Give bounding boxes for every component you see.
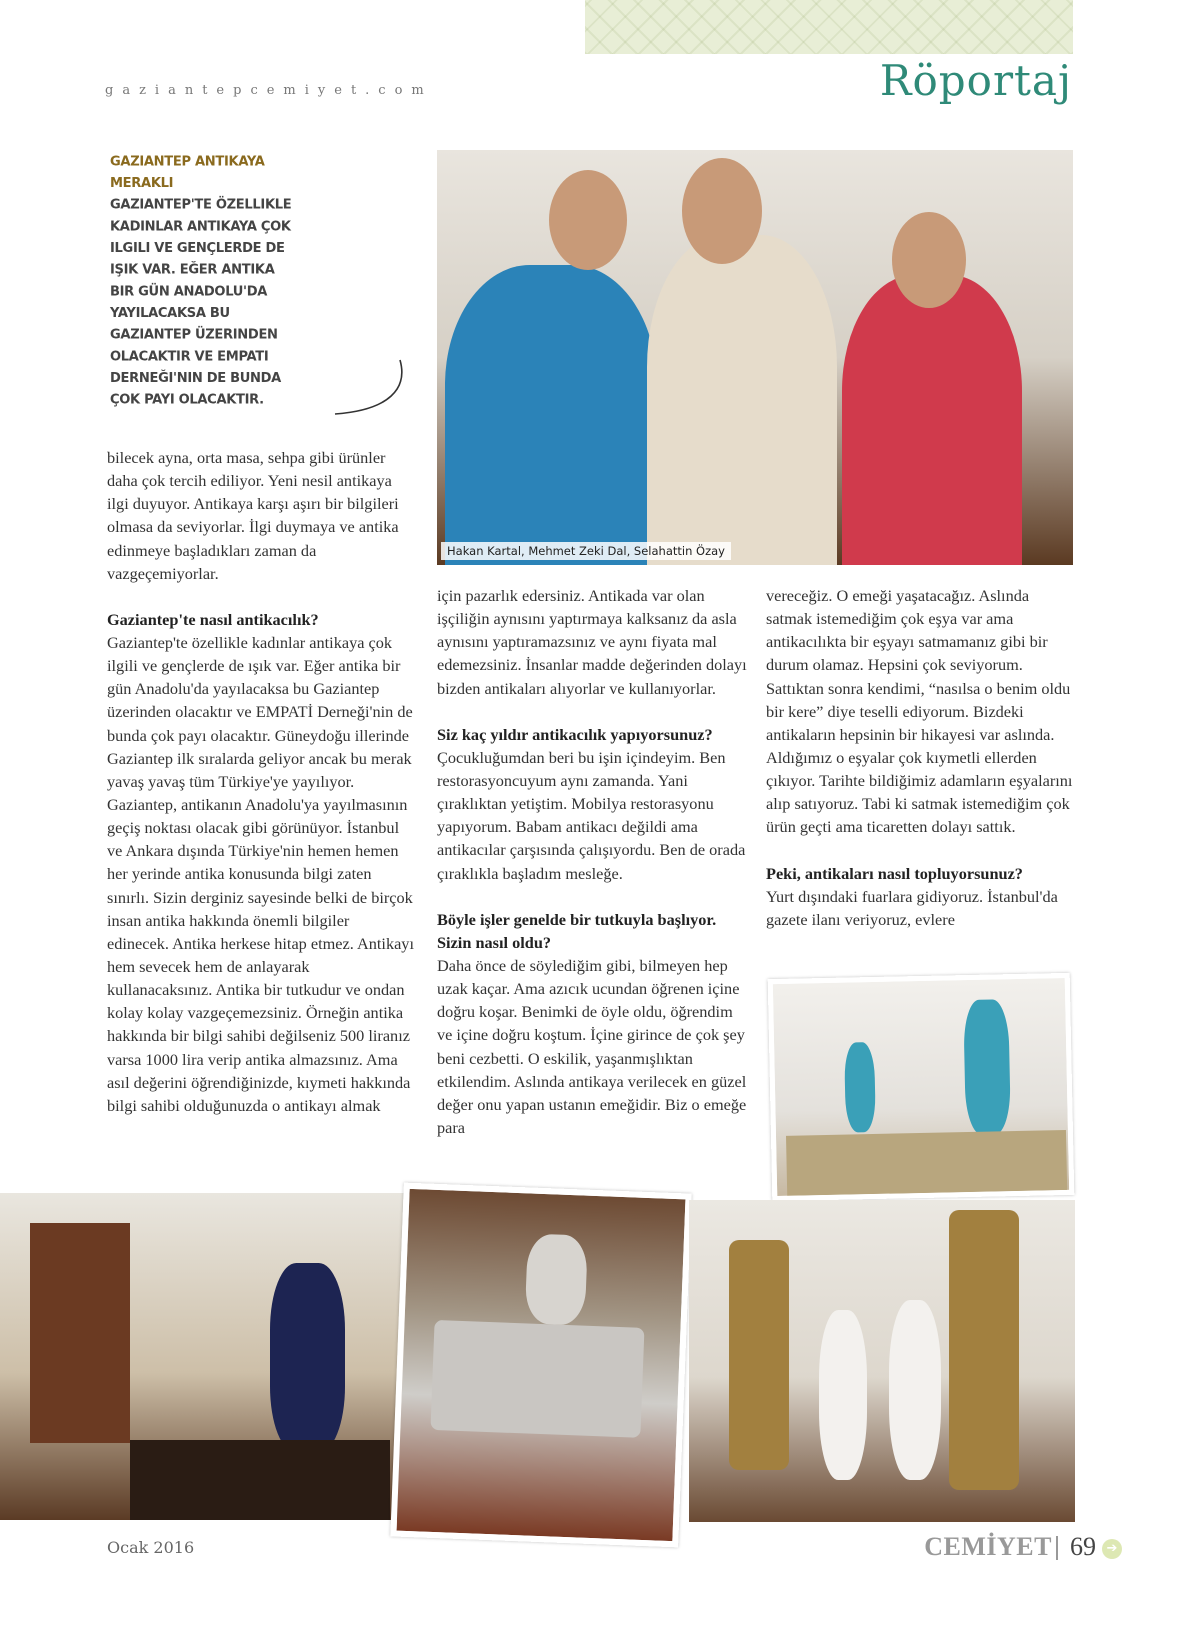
col2-paragraph-1: için pazarlık edersiniz. Antikada var olan işçiliğin aynısını yaptırmaya kalksanız da asla aynısını yaptıramazsınız ve aynı fiyata mal edemezsiniz. İnsanlar madde değerinden dolayı bizden antikaları alıyorlar ve kullanıyorlar.: [437, 586, 747, 698]
cobalt-vase: [270, 1263, 345, 1453]
footer-divider: [1056, 1536, 1058, 1560]
person-center: [647, 235, 837, 565]
candelabra-right: [949, 1210, 1019, 1490]
vase-left: [844, 1042, 876, 1133]
col2-answer-2: Daha önce de söylediğim gibi, bilmeyen hep uzak kaçar. Ama azıcık ucundan öğrenen içine doğru koşar. Benimki de öyle oldu, öğrendim ve içine doğru koştum. İçine girince de çok şey beni cezbetti. O eskilik, yaşanmışlıktan etkilendim. Aslında antikaya verilecek en güzel değer onu yapan ustanın emeğidir. Biz o emeğe para: [437, 955, 747, 1137]
photo-vases: [768, 973, 1075, 1201]
photo-bottom-middle: [390, 1183, 691, 1548]
boulle-table: [130, 1440, 390, 1520]
cabinet: [30, 1223, 130, 1443]
figurine-right: [889, 1300, 941, 1480]
col1-answer-1: Gaziantep'te özellikle kadınlar antikaya çok ilgili ve gençlerde de ışık var. Eğer antika bir gün Anadolu'da yayılacaksa bu Gaziantep üzerinden olacaktır ve EMPATİ Derneği'nin de bunda çok payı olacaktır. Güneydoğu illerinde Gaziantep ilk sıralarda geliyor ancak bu merak yavaş yavaş tüm Türkiye'ye yayılıyor. Gaziantep, antikanın Anadolu'ya yayılmasının geçiş noktası olacak gibi görünüyor. İstanbul ve Ankara dışında Türkiye'nin hemen hemen her yerinde antika konusunda bilgi zaten sınırlı. Sizin derginiz sayesinde belki de birçok insan antika hakkında önemli bilgiler edinecek. Antika herkese hitap etmez. Antikayı hem sevecek hem de anlayarak kullanacaksınız. Antika bir tutkudur ve ondan kolay kolay vazgeçemezsiniz. Örneğin antika hakkında bir bilgi sahibi değilseniz 500 liranız varsa 1000 lira verip antika almazsınız. Ama asıl değerini öğrendiğinizde, kıymeti hakkında bilgi sahibi olduğunuzda o antikayı almak: [107, 632, 414, 1115]
col2-answer-1: Çocukluğumdan beri bu işin içindeyim. Ben restorasyoncuyum aynı zamanda. Yani çıraklıktan yetiştim. Mobilya restorasyonu yapıyorum. Babam antikacı değildi ama antikacılar çarşısında çalışıyordu. Ben de orada çıraklıkla başladım mesleğe.: [437, 747, 746, 883]
figurine-left: [819, 1310, 867, 1480]
column-3: [766, 584, 1073, 931]
site-url: gaziantepcemiyet.com: [105, 83, 433, 98]
col1-question-1: Gaziantep'te nasıl antikacılık?: [107, 609, 319, 629]
console-table: [786, 1130, 1067, 1196]
column-1: [107, 446, 414, 1117]
col3-answer-1: Yurt dışındaki fuarlara gidiyoruz. İstanbul'da gazete ilanı veriyoruz, evlere: [766, 886, 1058, 929]
person-right-head: [892, 212, 966, 308]
person-left-head: [549, 170, 627, 270]
candelabra-left: [729, 1240, 789, 1470]
col2-question-1: Siz kaç yıldır antikacılık yapıyorsunuz?: [437, 724, 713, 744]
section-title: Röportaj: [879, 56, 1072, 105]
pull-quote: [110, 150, 301, 410]
col2-question-2: Böyle işler genelde bir tutkuyla başlıyor. Sizin nasıl oldu?: [437, 909, 717, 952]
silver-centerpiece: [525, 1233, 588, 1325]
person-left: [445, 265, 657, 565]
main-photo: [437, 150, 1073, 565]
col3-paragraph-1: vereceğiz. O emeği yaşatacağız. Aslında satmak istemediğim çok eşya var ama antikacılıkta bir eşyayı satmamanız gibi bir durum olamaz. Hepsini çok seviyorum. Sattıktan sonra kendimi, “nasılsa o benim oldu bir kere” diye teselli ediyorum. Bizdeki antikaların hepsinin bir hikayesi var aslında. Aldığımız o eşyalar çok kıymetli ellerden çıkıyor. Tarihte bildiğimiz adamların eşyalarını alıp satıyoruz. Tabi ki satmak istemediğim çok ürün geçti ama ticaretten dolayı sattık.: [766, 586, 1073, 837]
person-right: [842, 275, 1022, 565]
page-number: 69: [1070, 1532, 1096, 1561]
photo-bottom-left: [0, 1193, 416, 1520]
photo-bottom-right: [689, 1200, 1075, 1522]
footer-date: Ocak 2016: [107, 1538, 195, 1557]
person-center-head: [682, 158, 762, 264]
vase-right: [963, 999, 1011, 1135]
next-arrow-icon[interactable]: ➔: [1102, 1539, 1122, 1559]
pull-quote-curve: [330, 358, 412, 418]
pull-quote-headline: GAZIANTEP ANTIKAYA MERAKLI: [110, 153, 265, 191]
column-2: [437, 584, 749, 1139]
footer-brand: CEMİYET: [924, 1532, 1052, 1561]
photo-caption: Hakan Kartal, Mehmet Zeki Dal, Selahattin Özay: [441, 542, 731, 560]
col3-question-1: Peki, antikaları nasıl topluyorsunuz?: [766, 863, 1023, 883]
col1-paragraph-1: bilecek ayna, orta masa, sehpa gibi ürünler daha çok tercih ediliyor. Yeni nesil antikaya ilgi duyuyor. Antikaya karşı aşırı bir bilgileri olmasa da seviyorlar. İlgi duymaya ve antika edinmeye başladıkları zaman da vazgeçemiyorlar.: [107, 448, 399, 583]
pull-quote-body: GAZIANTEP'TE ÖZELLIKLE KADINLAR ANTIKAYA ÇOK ILGILI VE GENÇLERDE DE IŞIK VAR. EĞER ANTIKA BIR GÜN ANADOLU'DA YAYILACAKSA BU GAZIANTEP ÜZERINDEN OLACAKTIR VE EMPATI DERNEĞI'NIN DE BUNDA ÇOK PAYI OLACAKTIR.: [110, 196, 292, 407]
silver-tray: [430, 1320, 644, 1438]
header-pattern: [585, 0, 1073, 54]
